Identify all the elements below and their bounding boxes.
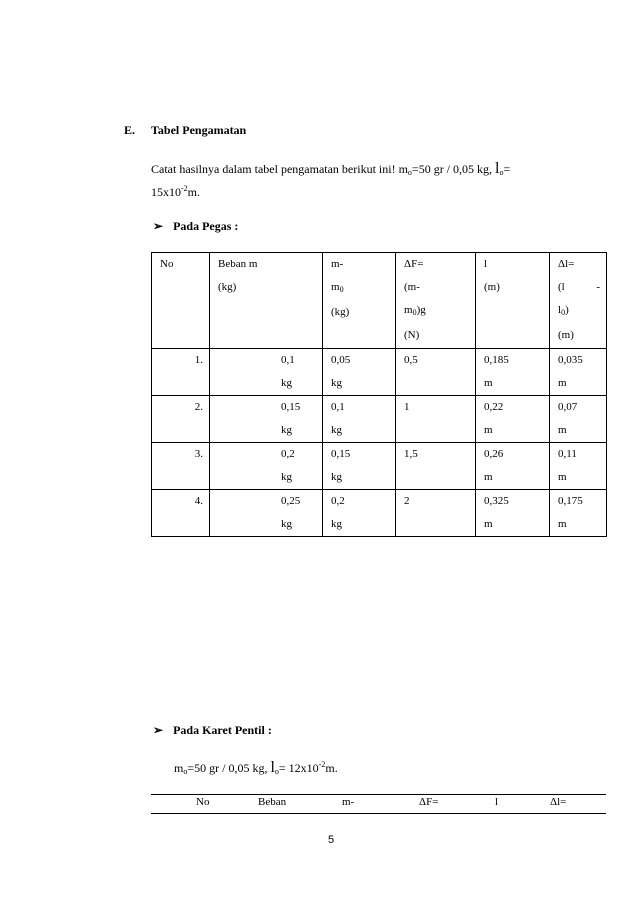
karet-header-delta-l: Δl= — [550, 796, 567, 808]
karet-header-delta-f: ΔF= — [419, 796, 439, 808]
karet-heading — [153, 723, 272, 738]
cell-beban: 0,25 kg — [210, 490, 323, 537]
header-no: No — [152, 253, 210, 349]
cell-m-minus-m0: 0,15 kg — [323, 443, 396, 490]
intro-line2-exp: -2 — [181, 184, 188, 193]
table-row — [152, 396, 607, 443]
karet-header-l: l — [495, 796, 499, 808]
section-letter: E. — [124, 123, 136, 137]
cell-m-minus-m0: 0,1 kg — [323, 396, 396, 443]
intro-m-sub: o — [407, 168, 412, 177]
intro-after-m: =50 gr / 0,05 kg, — [411, 162, 496, 176]
header-delta-l: Δl= (l - $l_0$) (m) — [550, 253, 607, 349]
cell-l: 0,185 m — [476, 349, 550, 396]
cell-delta-f: 1,5 — [396, 443, 476, 490]
intro-line2-base: 15x10 — [151, 185, 181, 199]
header-l: l (m) — [476, 253, 550, 349]
intro-l-letter: l — [495, 160, 500, 177]
cell-delta-l: 0,11 m — [550, 443, 607, 490]
cell-m-minus-m0: 0,05 kg — [323, 349, 396, 396]
header-delta-f: ΔF= (m- $m_0)g$ (N) — [396, 253, 476, 349]
cell-no: 2. — [152, 396, 210, 443]
cell-delta-l: 0,175 m — [550, 490, 607, 537]
karet-header-no: No — [196, 796, 210, 808]
table-row — [152, 490, 607, 537]
table-row — [152, 443, 607, 490]
cell-l: 0,26 m — [476, 443, 550, 490]
karet-table-header — [151, 794, 606, 814]
cell-beban: 0,2 kg — [210, 443, 323, 490]
cell-l: 0,325 m — [476, 490, 550, 537]
cell-beban: 0,1 kg — [210, 349, 323, 396]
intro-l-sub: o — [499, 168, 504, 177]
cell-delta-l: 0,035 m — [550, 349, 607, 396]
pegas-heading — [153, 219, 238, 234]
cell-beban: 0,15 kg — [210, 396, 323, 443]
cell-no: 4. — [152, 490, 210, 537]
karet-header-beban: Beban — [258, 796, 287, 808]
header-beban: Beban m (kg) — [210, 253, 323, 349]
karet-header-m-minus: m- — [342, 796, 355, 808]
bullet-arrow-icon: ➢ — [153, 219, 164, 233]
intro-line-1 — [151, 160, 510, 178]
intro-text: Catat hasilnya dalam tabel pengamatan berikut ini! m — [151, 162, 408, 176]
page-number: 5 — [328, 834, 335, 846]
intro-l-eq: = — [503, 162, 511, 176]
pegas-table — [151, 252, 607, 537]
cell-no: 3. — [152, 443, 210, 490]
cell-no: 1. — [152, 349, 210, 396]
header-m-minus-m0: m- $m_0$ (kg) — [323, 253, 396, 349]
pegas-header-row — [152, 253, 607, 349]
bullet-arrow-icon: ➢ — [153, 723, 164, 737]
cell-delta-f: 0,5 — [396, 349, 476, 396]
cell-delta-f: 1 — [396, 396, 476, 443]
karet-heading-text: Pada Karet Pentil : — [173, 723, 272, 737]
intro-line2-unit: m. — [187, 185, 201, 199]
cell-delta-l: 0,07 m — [550, 396, 607, 443]
cell-l: 0,22 m — [476, 396, 550, 443]
table-row — [152, 349, 607, 396]
intro-line-2 — [151, 184, 200, 200]
cell-m-minus-m0: 0,2 kg — [323, 490, 396, 537]
pegas-heading-text: Pada Pegas : — [173, 219, 239, 233]
cell-delta-f: 2 — [396, 490, 476, 537]
karet-params: $m_o=50$ gr / 0,05 kg, $l_o= 12x10^{-2}m$. — [174, 759, 338, 776]
section-title: Tabel Pengamatan — [151, 123, 247, 137]
